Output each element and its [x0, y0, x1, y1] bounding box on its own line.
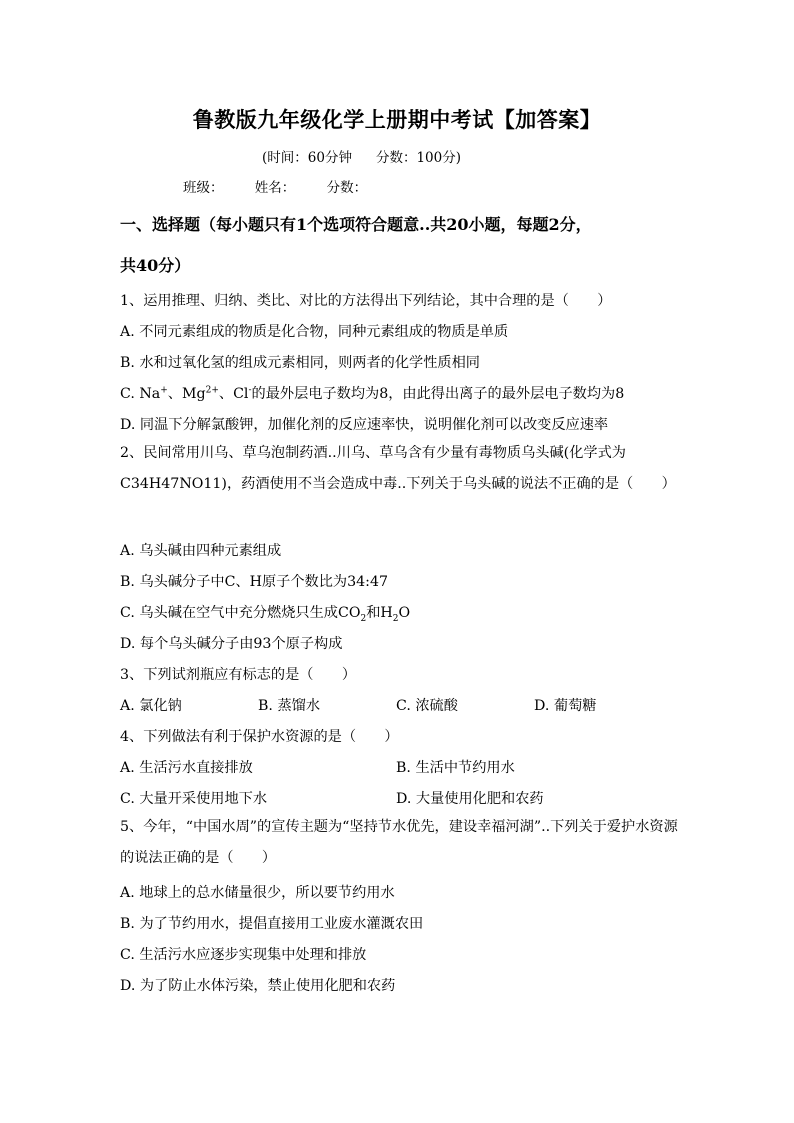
question-3-option-a: A. 氯化钠 — [120, 698, 182, 714]
question-3-option-c: C. 浓硫酸 — [396, 698, 458, 714]
class-label: 班级： — [183, 180, 224, 196]
question-5-option-d: D. 为了防止水体污染，禁止使用化肥和农药 — [120, 978, 396, 994]
name-label: 姓名： — [254, 180, 296, 196]
exam-time: (时间：60分钟 — [262, 150, 352, 166]
exam-meta — [262, 146, 461, 166]
student-info — [183, 176, 394, 196]
question-2-stem: 2、民间常用川乌、草乌泡制药酒..川乌、草乌含有少量有毒物质乌头碱(化学式为C34H47NO11)，药酒使用不当会造成中毒..下列关于乌头碱的说法不正确的是（ ） — [120, 445, 676, 492]
page-title: 鲁教版九年级化学上册期中考试【加答案】 — [192, 107, 602, 132]
question-2-option-d: D. 每个乌头碱分子由93个原子构成 — [120, 636, 343, 652]
question-1-option-c: C. Na+、$Mg^{2+}$、Cl-的最外层电子数均为8，由此得出离子的最外层电子数均为8 — [120, 385, 625, 402]
question-2-option-b: B. 乌头碱分子中C、H原子个数比为34:47 — [120, 574, 388, 590]
question-4-option-b: B. 生活中节约用水 — [396, 760, 515, 776]
question-3-option-b: B. 蒸馏水 — [258, 698, 321, 714]
question-1-option-a: A. 不同元素组成的物质是化合物，同种元素组成的物质是单质 — [120, 324, 509, 340]
question-3-stem: 3、下列试剂瓶应有标志的是（ ） — [120, 667, 357, 683]
question-2-option-c: C. 乌头碱在空气中充分燃烧只生成$CO_2$和$H_2O$ — [120, 605, 411, 624]
question-1-option-b: B. 水和过氧化氢的组成元素相同，则两者的化学性质相同 — [120, 355, 480, 371]
question-4-option-d: D. 大量使用化肥和农药 — [396, 791, 544, 807]
exam-score: 分数：100分) — [375, 150, 461, 166]
question-4-stem: 4、下列做法有利于保护水资源的是（ ） — [120, 729, 399, 745]
question-1-option-d: D. 同温下分解氯酸钾，加催化剂的反应速率快，说明催化剂可以改变反应速率 — [120, 417, 609, 433]
question-5-stem: 5、今年，“中国水周”的宣传主题为“坚持节水优先，建设幸福河湖”..下列关于爱护水资源的说法正确的是（ ） — [120, 819, 678, 866]
question-1-stem: 1、运用推理、归纳、类比、对比的方法得出下列结论，其中合理的是（ ） — [120, 293, 612, 309]
question-5-option-b: B. 为了节约用水，提倡直接用工业废水灌溉农田 — [120, 916, 424, 932]
question-4-options-row1 — [120, 757, 685, 777]
question-5-option-a: A. 地球上的总水储量很少，所以要节约用水 — [120, 885, 395, 901]
question-4-option-a: A. 生活污水直接排放 — [120, 760, 253, 776]
question-3-options — [120, 695, 685, 715]
question-2-option-a: A. 乌头碱由四种元素组成 — [120, 543, 282, 559]
section-heading-line1: 一、选择题（每小题只有1个选项符合题意..共20小题，每题2分， — [120, 215, 592, 234]
score-label: 分数： — [326, 180, 368, 196]
question-4-options-row2 — [120, 788, 685, 808]
question-5-option-c: C. 生活污水应逐步实现集中处理和排放 — [120, 947, 367, 963]
section-heading-line2: 共40分） — [120, 256, 191, 275]
question-4-option-c: C. 大量开采使用地下水 — [120, 791, 268, 807]
question-3-option-d: D. 葡萄糖 — [534, 698, 597, 714]
